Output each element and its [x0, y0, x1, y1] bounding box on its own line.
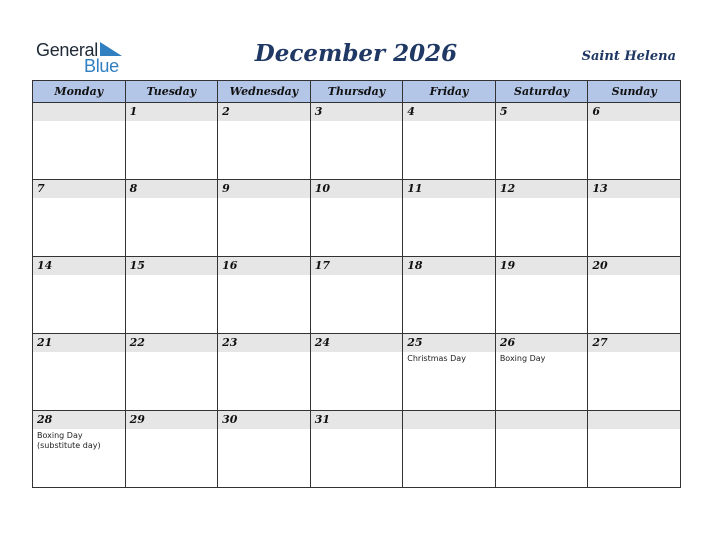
day-cell [310, 411, 403, 488]
day-number: 8 [129, 182, 138, 195]
day-number: 16 [222, 259, 238, 272]
week-row [33, 103, 681, 180]
day-number-band [311, 411, 403, 429]
day-number-band [403, 411, 495, 429]
day-number-band [588, 180, 680, 198]
weekday-header: Monday [33, 81, 126, 103]
day-number: 4 [407, 105, 415, 118]
day-number-band [496, 411, 588, 429]
day-cell [403, 180, 496, 257]
day-number: 6 [592, 105, 601, 118]
day-number-band [126, 334, 218, 352]
day-cell [218, 257, 311, 334]
weekday-header: Friday [403, 81, 496, 103]
day-number: 21 [37, 336, 53, 349]
day-cell [588, 257, 681, 334]
day-number: 19 [499, 259, 516, 272]
day-cell [495, 334, 588, 411]
day-number-band [218, 103, 310, 121]
day-number: 18 [407, 259, 423, 272]
day-cell [33, 411, 126, 488]
day-cell [33, 103, 126, 180]
day-number: 24 [314, 336, 330, 349]
day-number: 26 [499, 336, 516, 349]
day-number-band [496, 334, 588, 352]
day-number: 25 [407, 336, 423, 349]
day-cell [495, 103, 588, 180]
day-number-band [126, 180, 218, 198]
day-number: 15 [129, 259, 145, 272]
day-number: 10 [314, 182, 330, 195]
weekday-header: Wednesday [218, 81, 311, 103]
day-number: 20 [592, 259, 608, 272]
day-number-band [496, 257, 588, 275]
calendar-grid [32, 80, 681, 488]
holiday-label: Boxing Day [499, 354, 546, 363]
day-cell [218, 103, 311, 180]
day-cell [218, 180, 311, 257]
day-number-band [33, 257, 125, 275]
day-cell [588, 411, 681, 488]
day-number-band [311, 180, 403, 198]
day-cell [310, 334, 403, 411]
day-number: 30 [222, 413, 238, 426]
day-number-band [33, 411, 125, 429]
day-cell [403, 334, 496, 411]
day-number: 3 [314, 105, 323, 118]
day-number: 17 [314, 259, 330, 272]
day-cell [125, 180, 218, 257]
calendar-title: December 2026 [254, 40, 458, 67]
day-number-band [403, 180, 495, 198]
day-number-band [311, 103, 403, 121]
day-number-band [218, 180, 310, 198]
holiday-label: Boxing Day (substitute day) [37, 431, 101, 450]
day-number-band [403, 103, 495, 121]
week-row [33, 334, 681, 411]
day-number-band [218, 334, 310, 352]
day-number: 28 [37, 413, 53, 426]
day-number-band [218, 411, 310, 429]
day-number-band [403, 257, 495, 275]
week-row [33, 180, 681, 257]
day-number-band [588, 257, 680, 275]
day-number: 14 [37, 259, 53, 272]
day-cell [125, 257, 218, 334]
day-number: 11 [407, 182, 423, 195]
day-number-band [126, 103, 218, 121]
day-number-band [218, 257, 310, 275]
day-number: 22 [129, 336, 145, 349]
day-number-band [403, 334, 495, 352]
day-number-band [33, 180, 125, 198]
day-number: 13 [592, 182, 608, 195]
day-cell [495, 180, 588, 257]
day-number: 1 [129, 105, 138, 118]
day-cell [218, 334, 311, 411]
day-number-band [33, 334, 125, 352]
day-number-band [496, 180, 588, 198]
day-number-band [588, 334, 680, 352]
weekday-header: Tuesday [125, 81, 218, 103]
day-number-band [588, 103, 680, 121]
day-number: 7 [37, 182, 45, 195]
day-number-band [311, 257, 403, 275]
day-cell [588, 180, 681, 257]
day-number: 2 [222, 105, 230, 118]
day-cell [495, 257, 588, 334]
day-cell [125, 103, 218, 180]
day-cell [495, 411, 588, 488]
holiday-label: Christmas Day [407, 354, 466, 363]
day-cell [310, 103, 403, 180]
day-cell [218, 411, 311, 488]
day-number: 23 [222, 336, 238, 349]
day-cell [310, 257, 403, 334]
weekday-header: Saturday [495, 81, 588, 103]
day-cell [310, 180, 403, 257]
day-number: 5 [499, 105, 508, 118]
weekday-header: Sunday [588, 81, 681, 103]
day-number: 29 [129, 413, 145, 426]
region-label: Saint Helena [581, 49, 676, 64]
day-number: 31 [314, 413, 330, 426]
day-number: 12 [499, 182, 516, 195]
day-number-band [496, 103, 588, 121]
weekday-header-row [33, 81, 681, 103]
day-cell [33, 334, 126, 411]
day-cell [588, 334, 681, 411]
week-row [33, 257, 681, 334]
day-number-band [588, 411, 680, 429]
week-row [33, 411, 681, 488]
day-cell [125, 411, 218, 488]
day-cell [33, 257, 126, 334]
day-cell [403, 103, 496, 180]
day-number-band [33, 103, 125, 121]
logo-text-blue: Blue [84, 56, 119, 76]
day-number-band [126, 257, 218, 275]
day-cell [403, 411, 496, 488]
weekday-header: Thursday [310, 81, 403, 103]
day-cell [33, 180, 126, 257]
day-cell [588, 103, 681, 180]
day-number: 9 [222, 182, 230, 195]
day-number-band [311, 334, 403, 352]
logo-text-general: General [36, 40, 98, 60]
day-number-band [126, 411, 218, 429]
day-cell [403, 257, 496, 334]
day-cell [125, 334, 218, 411]
day-number: 27 [592, 336, 608, 349]
